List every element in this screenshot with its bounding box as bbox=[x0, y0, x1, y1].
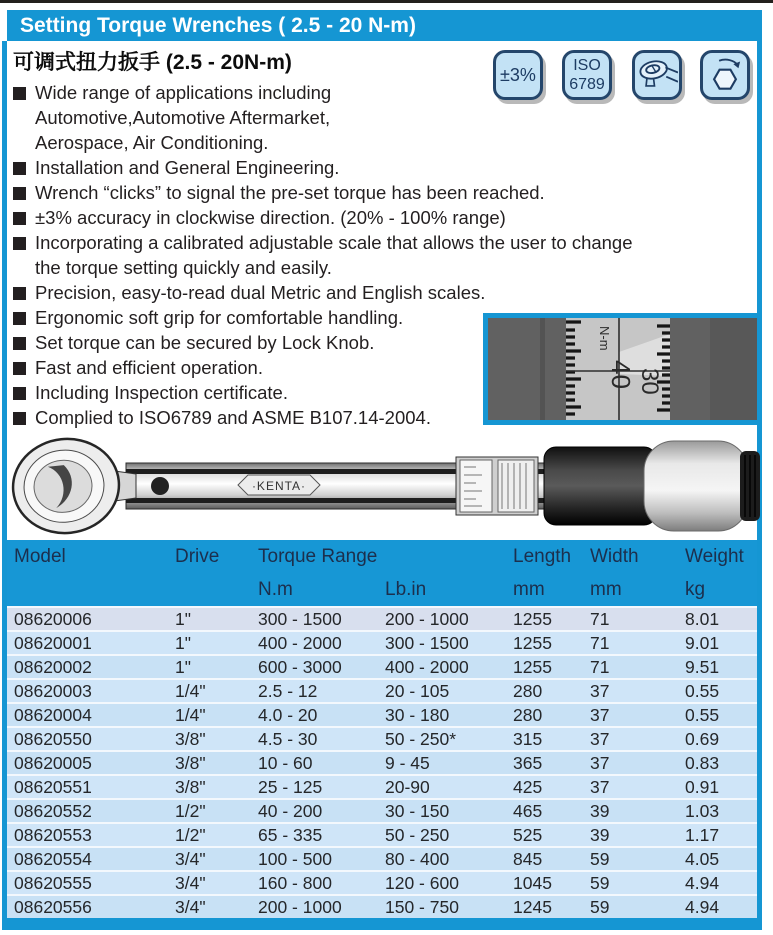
feature-text: Including Inspection certificate. bbox=[35, 382, 288, 403]
table-cell: 59 bbox=[590, 849, 610, 869]
feature-text: Fast and efficient operation. bbox=[35, 357, 263, 378]
table-cell: 08620551 bbox=[14, 777, 92, 797]
feature-item bbox=[13, 80, 753, 105]
col-header-width: Width bbox=[590, 545, 639, 567]
wrench-product-photo bbox=[8, 433, 760, 536]
table-cell: 280 bbox=[513, 705, 543, 725]
table-row bbox=[7, 774, 757, 798]
feature-item bbox=[13, 205, 753, 230]
table-cell: 40 - 200 bbox=[258, 801, 323, 821]
table-body bbox=[7, 606, 757, 918]
feature-text: Installation and General Engineering. bbox=[35, 157, 340, 178]
bullet-square-icon bbox=[13, 187, 26, 200]
bullet-square-icon bbox=[13, 237, 26, 250]
frame-border-bottom bbox=[2, 918, 762, 930]
table-cell: 08620555 bbox=[14, 873, 92, 893]
table-row bbox=[7, 894, 757, 918]
table-cell: 1255 bbox=[513, 657, 552, 677]
table-cell: 1255 bbox=[513, 633, 552, 653]
table-cell: 08620006 bbox=[14, 609, 92, 629]
table-cell: 9 - 45 bbox=[385, 753, 430, 773]
table-cell: 25 - 125 bbox=[258, 777, 323, 797]
table-cell: 1/2" bbox=[175, 801, 206, 821]
feature-text: Set torque can be secured by Lock Knob. bbox=[35, 332, 375, 353]
table-cell: 160 - 800 bbox=[258, 873, 332, 893]
table-cell: 30 - 180 bbox=[385, 705, 450, 725]
table-cell: 3/4" bbox=[175, 873, 206, 893]
table-cell: 37 bbox=[590, 729, 610, 749]
feature-item bbox=[13, 180, 753, 205]
table-cell: 3/4" bbox=[175, 897, 206, 917]
feature-text: ±3% accuracy in clockwise direction. (20% - 100% range) bbox=[35, 207, 506, 228]
feature-text: Aerospace, Air Conditioning. bbox=[35, 132, 269, 153]
table-cell: 71 bbox=[590, 633, 610, 653]
table-cell: 08620005 bbox=[14, 753, 92, 773]
feature-text: Complied to ISO6789 and ASME B107.14-2004. bbox=[35, 407, 431, 428]
table-cell: 08620553 bbox=[14, 825, 92, 845]
scale-value-lower: 30 bbox=[636, 368, 663, 395]
table-cell: 08620554 bbox=[14, 849, 92, 869]
table-cell: 08620552 bbox=[14, 801, 92, 821]
col-header-width-unit: mm bbox=[590, 578, 622, 600]
table-cell: 39 bbox=[590, 825, 610, 845]
table-cell: 425 bbox=[513, 777, 543, 797]
table-cell: 9.01 bbox=[685, 633, 720, 653]
iso-badge-line1: ISO bbox=[573, 57, 601, 74]
feature-line-continuation bbox=[13, 255, 753, 280]
bullet-square-icon bbox=[13, 312, 26, 325]
bullet-square-icon bbox=[13, 162, 26, 175]
table-cell: 1255 bbox=[513, 609, 552, 629]
table-cell: 100 - 500 bbox=[258, 849, 332, 869]
table-cell: 59 bbox=[590, 897, 610, 917]
table-cell: 0.69 bbox=[685, 729, 720, 749]
scale-unit-label: N-m bbox=[597, 326, 612, 351]
table-cell: 120 - 600 bbox=[385, 873, 459, 893]
feature-text: Automotive,Automotive Aftermarket, bbox=[35, 107, 331, 128]
table-cell: 200 - 1000 bbox=[258, 897, 342, 917]
table-cell: 4.94 bbox=[685, 873, 720, 893]
table-cell: 37 bbox=[590, 753, 610, 773]
table-cell: 465 bbox=[513, 801, 543, 821]
table-row bbox=[7, 654, 757, 678]
bullet-square-icon bbox=[13, 387, 26, 400]
table-cell: 3/8" bbox=[175, 777, 206, 797]
table-cell: 80 - 400 bbox=[385, 849, 450, 869]
table-cell: 3/4" bbox=[175, 849, 206, 869]
bullet-square-icon bbox=[13, 287, 26, 300]
table-cell: 1/4" bbox=[175, 681, 206, 701]
table-cell: 1" bbox=[175, 609, 191, 629]
feature-line-continuation bbox=[13, 130, 753, 155]
table-cell: 30 - 150 bbox=[385, 801, 450, 821]
spec-table bbox=[7, 540, 757, 918]
col-header-length-unit: mm bbox=[513, 578, 545, 600]
col-header-drive: Drive bbox=[175, 545, 220, 567]
table-cell: 0.55 bbox=[685, 705, 720, 725]
scale-closeup-photo bbox=[483, 313, 762, 425]
table-cell: 37 bbox=[590, 705, 610, 725]
table-cell: 65 - 335 bbox=[258, 825, 323, 845]
table-cell: 8.01 bbox=[685, 609, 720, 629]
table-cell: 365 bbox=[513, 753, 543, 773]
feature-item bbox=[13, 280, 753, 305]
table-row bbox=[7, 822, 757, 846]
accuracy-badge-label: ±3% bbox=[500, 64, 536, 85]
table-cell: 4.94 bbox=[685, 897, 720, 917]
table-cell: 3/8" bbox=[175, 729, 206, 749]
table-cell: 300 - 1500 bbox=[258, 609, 342, 629]
table-cell: 400 - 2000 bbox=[385, 657, 469, 677]
table-cell: 845 bbox=[513, 849, 543, 869]
bullet-square-icon bbox=[13, 362, 26, 375]
table-cell: 600 - 3000 bbox=[258, 657, 342, 677]
table-cell: 71 bbox=[590, 657, 610, 677]
table-cell: 1045 bbox=[513, 873, 552, 893]
table-cell: 4.05 bbox=[685, 849, 720, 869]
table-cell: 315 bbox=[513, 729, 543, 749]
scale-closeup-drawing bbox=[488, 318, 757, 420]
bullet-square-icon bbox=[13, 337, 26, 350]
wrench-drawing bbox=[8, 433, 760, 536]
col-header-torque-lbin: Lb.in bbox=[385, 578, 427, 600]
table-cell: 2.5 - 12 bbox=[258, 681, 318, 701]
table-cell: 1" bbox=[175, 633, 191, 653]
iso-badge-line2: 6789 bbox=[569, 76, 605, 93]
col-header-weight-unit: kg bbox=[685, 578, 706, 600]
top-rule bbox=[0, 0, 773, 3]
bullet-square-icon bbox=[13, 212, 26, 225]
feature-text: the torque setting quickly and easily. bbox=[35, 257, 332, 278]
col-header-weight: Weight bbox=[685, 545, 744, 567]
table-cell: 10 - 60 bbox=[258, 753, 313, 773]
table-cell: 525 bbox=[513, 825, 543, 845]
table-cell: 0.55 bbox=[685, 681, 720, 701]
table-row bbox=[7, 750, 757, 774]
table-cell: 1.17 bbox=[685, 825, 720, 845]
feature-item bbox=[13, 230, 753, 255]
table-cell: 08620002 bbox=[14, 657, 92, 677]
feature-text: Precision, easy-to-read dual Metric and English scales. bbox=[35, 282, 486, 303]
table-row bbox=[7, 630, 757, 654]
feature-text: Wrench “clicks” to signal the pre-set torque has been reached. bbox=[35, 182, 545, 203]
table-cell: 4.0 - 20 bbox=[258, 705, 318, 725]
table-cell: 0.91 bbox=[685, 777, 720, 797]
table-row bbox=[7, 606, 757, 630]
feature-text: Wide range of applications including bbox=[35, 82, 332, 103]
table-cell: 3/8" bbox=[175, 753, 206, 773]
table-cell: 08620556 bbox=[14, 897, 92, 917]
table-cell: 50 - 250* bbox=[385, 729, 457, 749]
feature-line-continuation bbox=[13, 105, 753, 130]
table-cell: 08620001 bbox=[14, 633, 92, 653]
bullet-square-icon bbox=[13, 87, 26, 100]
col-header-torque-range: Torque Range bbox=[258, 545, 378, 567]
table-row bbox=[7, 798, 757, 822]
table-cell: 280 bbox=[513, 681, 543, 701]
table-cell: 37 bbox=[590, 681, 610, 701]
table-row bbox=[7, 846, 757, 870]
table-row bbox=[7, 870, 757, 894]
table-cell: 4.5 - 30 bbox=[258, 729, 318, 749]
table-cell: 08620550 bbox=[14, 729, 92, 749]
table-cell: 08620003 bbox=[14, 681, 92, 701]
table-cell: 1/4" bbox=[175, 705, 206, 725]
table-cell: 39 bbox=[590, 801, 610, 821]
feature-item bbox=[13, 155, 753, 180]
table-cell: 08620004 bbox=[14, 705, 92, 725]
table-cell: 1/2" bbox=[175, 825, 206, 845]
table-cell: 300 - 1500 bbox=[385, 633, 469, 653]
table-cell: 59 bbox=[590, 873, 610, 893]
table-cell: 1" bbox=[175, 657, 191, 677]
subtitle-chinese: 可调式扭力扳手 (2.5 - 20N-m) bbox=[13, 51, 292, 74]
table-cell: 37 bbox=[590, 777, 610, 797]
table-cell: 1245 bbox=[513, 897, 552, 917]
page-title: Setting Torque Wrenches ( 2.5 - 20 N-m) bbox=[7, 10, 762, 41]
table-row bbox=[7, 678, 757, 702]
wrench-brand-label: ·KENTA· bbox=[251, 479, 307, 493]
table-cell: 50 - 250 bbox=[385, 825, 450, 845]
table-cell: 20 - 105 bbox=[385, 681, 450, 701]
col-header-length: Length bbox=[513, 545, 572, 567]
table-cell: 20-90 bbox=[385, 777, 430, 797]
table-cell: 9.51 bbox=[685, 657, 720, 677]
table-header bbox=[7, 540, 757, 606]
feature-text: Incorporating a calibrated adjustable scale that allows the user to change bbox=[35, 232, 633, 253]
table-row bbox=[7, 726, 757, 750]
bullet-square-icon bbox=[13, 412, 26, 425]
table-cell: 150 - 750 bbox=[385, 897, 459, 917]
table-cell: 0.83 bbox=[685, 753, 720, 773]
table-cell: 400 - 2000 bbox=[258, 633, 342, 653]
table-cell: 1.03 bbox=[685, 801, 720, 821]
table-cell: 71 bbox=[590, 609, 610, 629]
table-cell: 200 - 1000 bbox=[385, 609, 469, 629]
col-header-torque-nm: N.m bbox=[258, 578, 293, 600]
table-row bbox=[7, 702, 757, 726]
col-header-model: Model bbox=[14, 545, 66, 567]
scale-value-upper: 40 bbox=[606, 360, 636, 389]
feature-text: Ergonomic soft grip for comfortable handling. bbox=[35, 307, 404, 328]
